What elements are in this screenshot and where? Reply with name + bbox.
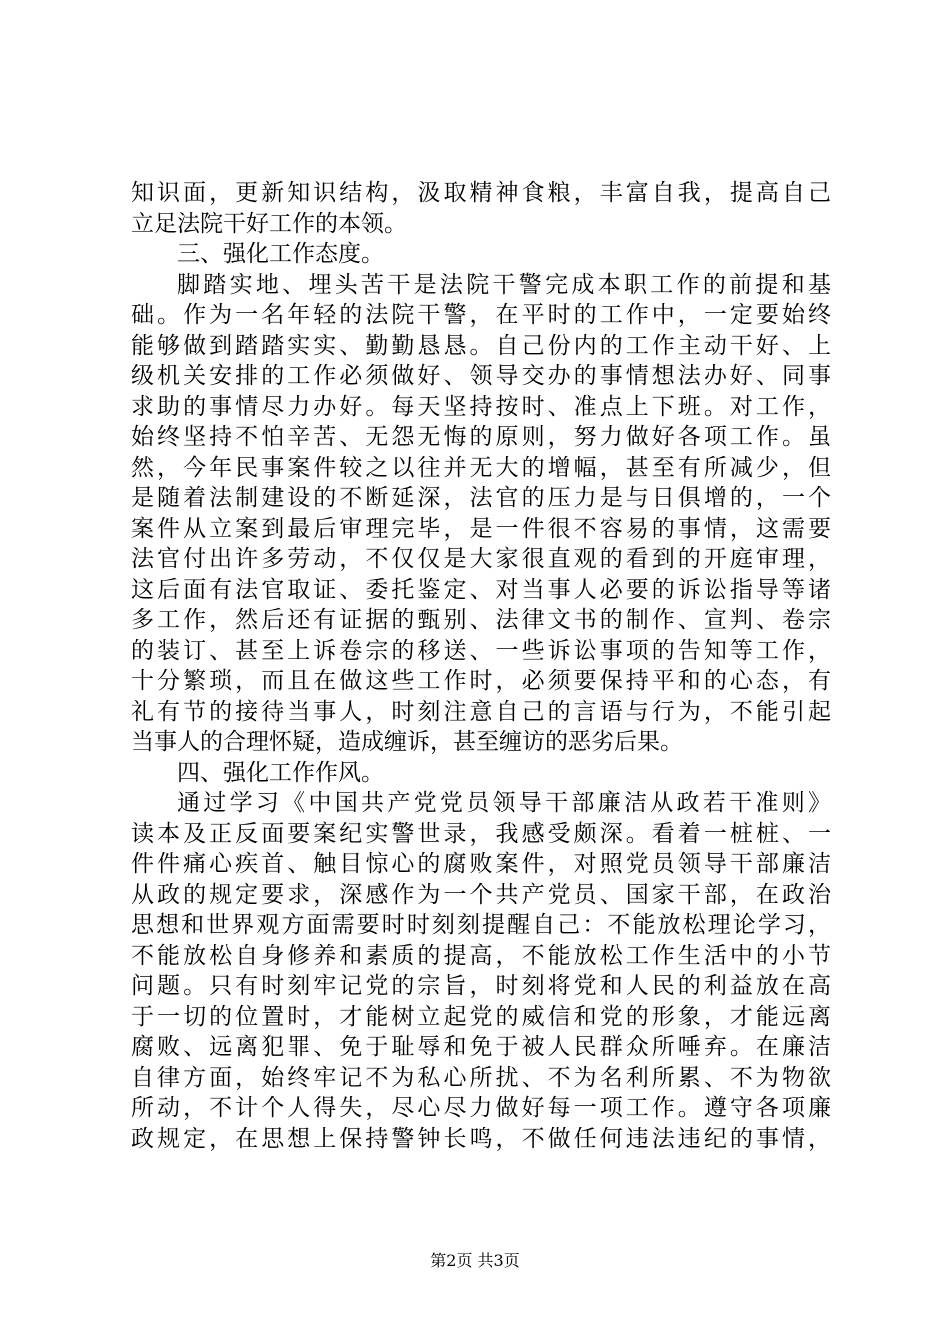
text-line: 当事人的合理怀疑，造成缠诉，甚至缠访的恶劣后果。 [131, 729, 683, 755]
text-line: 案件从立案到最后审理完毕，是一件很不容易的事情，这需要 [131, 515, 831, 542]
text-line: 通过学习《中国共产党党员领导干部廉洁从政若干准则》 [177, 790, 831, 816]
text-line: 十分繁琐，而且在做这些工作时，必须要保持平和的心态，有 [131, 668, 831, 694]
text-line: 读本及正反面要案纪实警世录，我感受颇深。看着一桩桩、一 [131, 820, 831, 847]
text-line: 这后面有法官取证、委托鉴定、对当事人必要的诉讼指导等诸 [131, 576, 831, 603]
document-body [131, 178, 831, 1154]
text-line: 四、强化工作作风。 [177, 759, 384, 786]
text-line: 多工作，然后还有证据的甄别、法律文书的制作、宣判、卷宗 [131, 607, 831, 633]
text-line: 始终坚持不怕辛苦、无怨无悔的原则，努力做好各项工作。虽 [131, 424, 831, 450]
text-line: 是随着法制建设的不断延深，法官的压力是与日俱增的，一个 [131, 485, 831, 511]
text-line: 脚踏实地、埋头苦干是法院干警完成本职工作的前提和基 [177, 271, 831, 298]
text-line: 从政的规定要求，深感作为一个共产党员、国家干部，在政治 [131, 881, 831, 908]
text-line: 思想和世界观方面需要时时刻刻提醒自己：不能放松理论学习， [131, 912, 831, 938]
text-line: 知识面，更新知识结构，汲取精神食粮，丰富自我，提高自己 [131, 180, 831, 206]
text-line: 能够做到踏踏实实、勤勤恳恳。自己份内的工作主动干好、上 [131, 332, 831, 359]
text-line: 于一切的位置时，才能树立起党的威信和党的形象，才能远离 [131, 1003, 831, 1030]
text-line: 法官付出许多劳动，不仅仅是大家很直观的看到的开庭审理， [131, 546, 831, 572]
text-line: 腐败、远离犯罪、免于耻辱和免于被人民群众所唾弃。在廉洁 [131, 1034, 831, 1060]
text-line: 立足法院干好工作的本领。 [131, 210, 407, 237]
text-line: 自律方面，始终牢记不为私心所扰、不为名利所累、不为物欲 [131, 1064, 831, 1091]
text-line: 然，今年民事案件较之以往并无大的增幅，甚至有所减少，但 [131, 454, 831, 481]
text-line: 不能放松自身修养和素质的提高，不能放松工作生活中的小节 [131, 942, 831, 969]
page-number-footer: 第2页 共3页 [430, 1251, 520, 1270]
text-line: 础。作为一名年轻的法院干警，在平时的工作中，一定要始终 [131, 302, 831, 328]
text-line: 件件痛心疾首、触目惊心的腐败案件，对照党员领导干部廉洁 [131, 851, 831, 877]
text-line: 礼有节的接待当事人，时刻注意自己的言语与行为，不能引起 [131, 698, 831, 725]
text-line: 级机关安排的工作必须做好、领导交办的事情想法办好、同事 [131, 363, 831, 389]
text-line: 所动，不计个人得失，尽心尽力做好每一项工作。遵守各项廉 [131, 1095, 831, 1121]
text-line: 政规定，在思想上保持警钟长鸣，不做任何违法违纪的事情， [131, 1125, 831, 1152]
text-line: 三、强化工作态度。 [177, 241, 384, 267]
text-line: 的装订、甚至上诉卷宗的移送、一些诉讼事项的告知等工作， [131, 637, 831, 664]
text-line: 求助的事情尽力办好。每天坚持按时、准点上下班。对工作， [131, 393, 831, 420]
text-line: 问题。只有时刻牢记党的宗旨，时刻将党和人民的利益放在高 [131, 973, 831, 999]
